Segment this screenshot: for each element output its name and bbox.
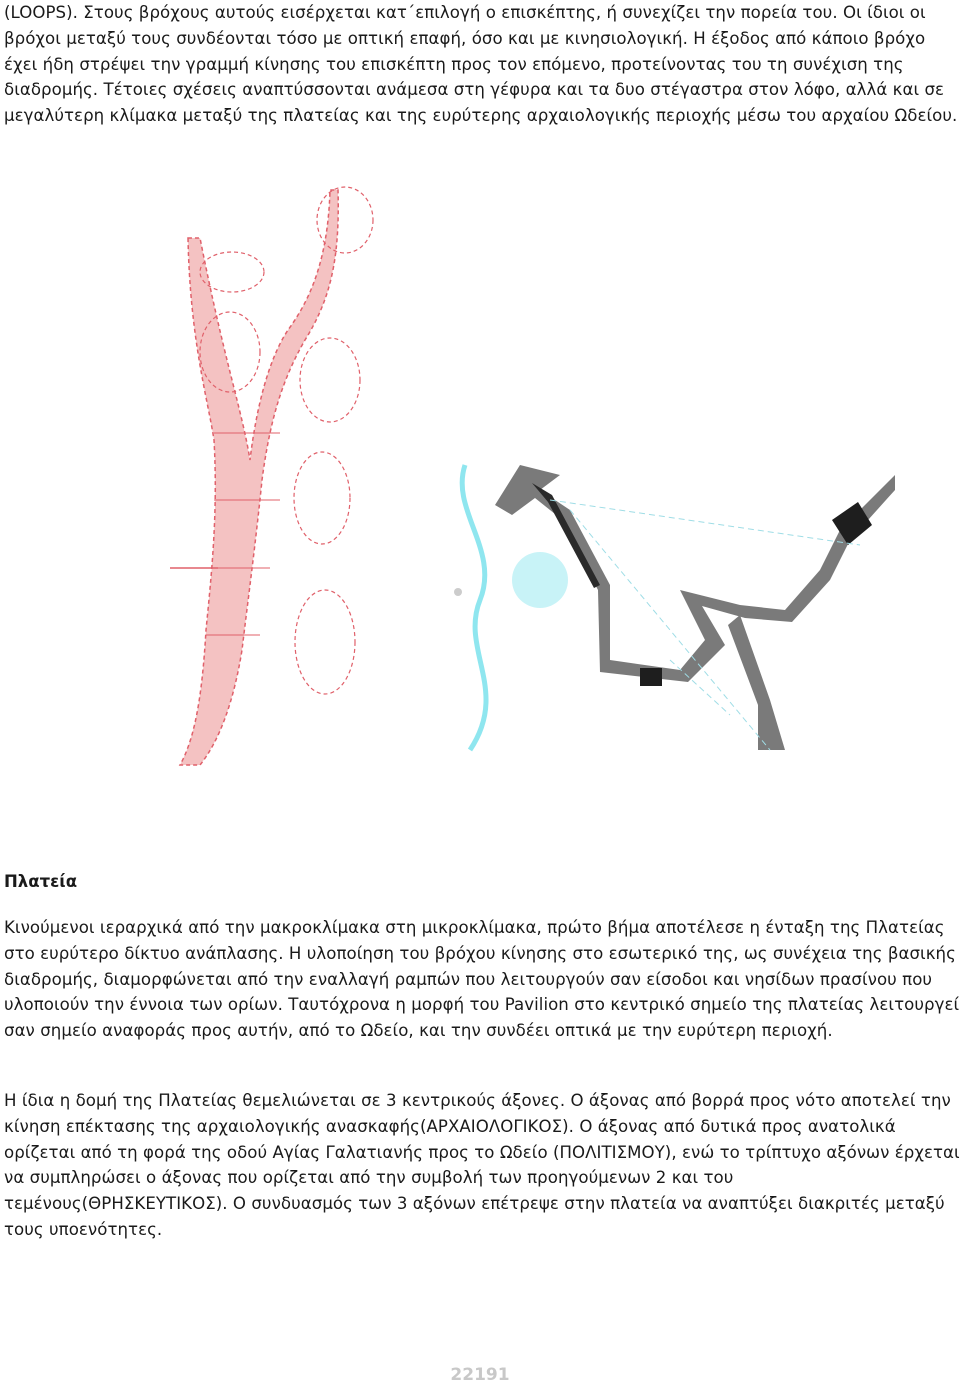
water-edge (462, 465, 486, 750)
loop-ellipse (300, 338, 360, 422)
section-heading: Πλατεία (4, 872, 78, 891)
axis-line (550, 500, 860, 545)
small-block (640, 668, 662, 686)
intro-paragraph: (LOOPS). Στους βρόχους αυτούς εισέρχεται κατ΄επιλογή ο επισκέπτης, ή συνεχίζει την πορεία του. Οι ίδιοι οι βρόχοι μεταξύ τους συνδέονται τόσο με οπτική επαφή, όσο και με κινησιολογική. Η έξοδος από κάποιο βρόχο έχει ήδη στρέψει την γραμμή κίνησης του επισκέπτη προς τον επόμενο, προτείνοντας του τη συνέχιση της διαδρομής. Τέτοιες σχέσεις αναπτύσσονται ανάμεσα στη γέφυρα και τα δυο στέγαστρα στον λόφο, αλλά και σε μεγαλύτερη κλίμακα μεταξύ της πλατείας και της ευρύτερης αρχαιολογικής περιοχής μέσω του αρχαίου Ωδείου. (4, 3, 958, 126)
page-number: 22191 (450, 1365, 510, 1385)
small-marker (454, 588, 462, 596)
loop-ellipse (200, 252, 264, 292)
wall-arm (728, 615, 785, 750)
body-paragraph-1: Κινούμενοι ιεραρχικά από την μακροκλίμακα στη μικροκλίμακα, πρώτο βήμα αποτέλεσε η ένταξη της Πλατείας στο ευρύτερο δίκτυο ανάπλασης. Η υλοποίηση του βρόχου κίνησης στο εσωτερικό της, ως συνέχεια της βασικής διαδρομής, διαμορφώνεται από την εναλλαγή ραμπών που λειτουργούν σαν είσοδοι και νησίδων πρασίνου που υλοποιούν την έννοια των ορίων. Ταυτόχρονα η μορφή του Pavilion στο κεντρικό σημείο της πλατείας λειτουργεί σαν σημείο αναφοράς προς αυτήν, από το Ωδείο, και την συνδέει οπτικά με την ευρύτερη περιοχή. (4, 918, 960, 1041)
loop-diagram (170, 180, 400, 770)
water-circle (512, 552, 568, 608)
loop-ellipse (295, 590, 355, 694)
loop-ellipse (317, 187, 373, 253)
site-plan (440, 450, 910, 770)
body-paragraph-2: Η ίδια η δομή της Πλατείας θεμελιώνεται σε 3 κεντρικούς άξονες. Ο άξονας από βορρά προς νότο αποτελεί την κίνηση επέκτασης της αρχαιολογικής ανασκαφής(ΑΡΧΑΙΟΛΟΓΙΚΟΣ). Ο άξονας από δυτικά προς ανατολικά ορίζεται από τη φορά της οδού Αγίας Γαλατιανής προς το Ωδείο (ΠΟΛΙΤΙΣΜΟΥ), ενώ το τρίπτυχο αξόνων έρχεται να συμπληρώσει ο άξονας που ορίζεται από την συμβολή των προηγούμενων 2 και του τεμένους(ΘΡΗΣΚΕΥΤΙΚΟΣ). Ο συνδυασμός των 3 αξόνων επέτρεψε στην πλατεία να αναπτύξει διακριτές μεταξύ τους υποενότητες. (4, 1091, 960, 1239)
loop-ellipse (294, 452, 350, 544)
main-path-shape (180, 190, 338, 765)
